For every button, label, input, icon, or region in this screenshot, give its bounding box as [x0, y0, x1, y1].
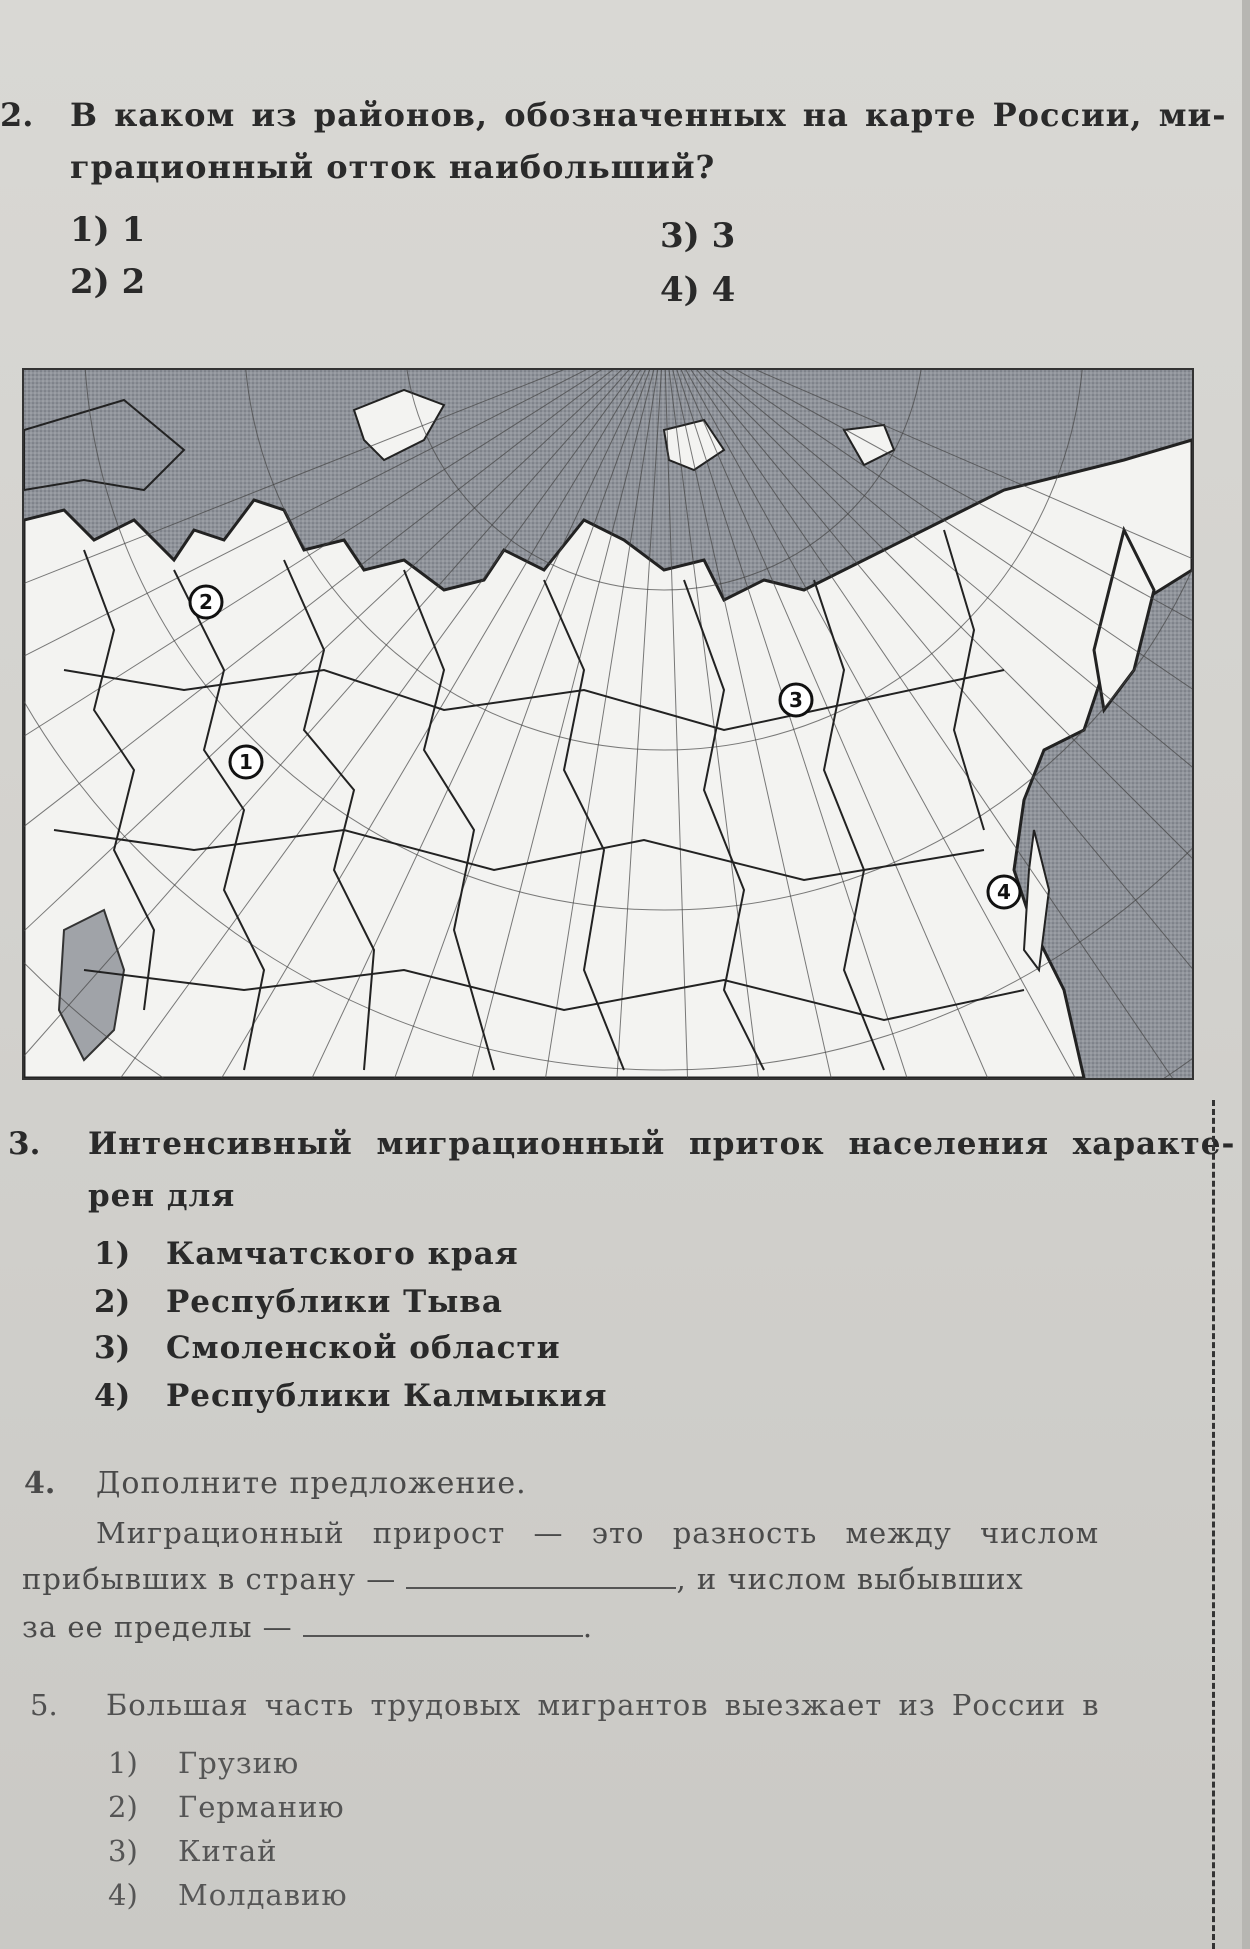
cut-line	[1212, 1100, 1215, 1949]
question-5-line-1: Большая часть трудовых мигрантов выезжает из России в	[106, 1688, 1100, 1722]
map-marker-label: 1	[239, 750, 253, 774]
map-marker-label: 2	[199, 590, 213, 614]
question-4-line-3-end: .	[582, 1610, 594, 1644]
question-2-option-2[interactable]: 2) 2	[70, 262, 146, 302]
question-3-option-4[interactable]: Республики Калмыкия	[166, 1378, 608, 1414]
question-3-option-4-number: 4)	[94, 1378, 131, 1414]
page-edge	[1242, 0, 1250, 1949]
question-4-number: 4.	[24, 1466, 56, 1501]
question-3-option-2-number: 2)	[94, 1284, 131, 1320]
question-4-line-3	[22, 1610, 593, 1644]
question-3-line-2: рен для	[88, 1178, 236, 1214]
russia-map-figure	[24, 370, 1192, 1078]
map-marker-4[interactable]	[988, 876, 1020, 908]
question-4-line-3-start: за ее пределы —	[22, 1610, 293, 1644]
question-2-option-3[interactable]: 3) 3	[660, 216, 736, 256]
question-3-option-2[interactable]: Республики Тыва	[166, 1284, 503, 1320]
map-marker-label: 4	[997, 880, 1011, 904]
question-3-number: 3.	[8, 1126, 41, 1162]
question-5-option-1-number: 1)	[108, 1746, 138, 1780]
answer-blank-2[interactable]	[303, 1629, 583, 1637]
land-area	[24, 440, 1192, 1078]
question-2-number: 2.	[0, 96, 34, 134]
question-5-option-1[interactable]: Грузию	[178, 1746, 300, 1780]
question-2-line-1: В каком из районов, обозначенных на карте России, ми-	[70, 96, 1227, 134]
question-4-line-2	[22, 1562, 1024, 1596]
answer-blank-1[interactable]	[406, 1581, 676, 1589]
question-3-option-1-number: 1)	[94, 1236, 131, 1272]
question-4-line-2-end: , и числом выбывших	[676, 1562, 1024, 1596]
question-2-option-1[interactable]: 1) 1	[70, 210, 146, 250]
question-4-line-1: Миграционный прирост — это разность между числом	[96, 1516, 1100, 1550]
map-marker-2[interactable]	[190, 586, 222, 618]
question-5-option-4-number: 4)	[108, 1878, 138, 1912]
question-3-option-3-number: 3)	[94, 1330, 131, 1366]
question-5-option-2-number: 2)	[108, 1790, 138, 1824]
question-5-option-3[interactable]: Китай	[178, 1834, 278, 1868]
question-3-line-1: Интенсивный миграционный приток населения характе-	[88, 1126, 1236, 1162]
question-4-prompt: Дополните предложение.	[96, 1466, 527, 1501]
question-5-number: 5.	[30, 1688, 58, 1722]
russia-map	[22, 368, 1194, 1080]
question-5-option-4[interactable]: Молдавию	[178, 1878, 348, 1912]
question-3-option-3[interactable]: Смоленской области	[166, 1330, 561, 1366]
question-4-line-2-start: прибывших в страну —	[22, 1562, 397, 1596]
question-2-line-2: грационный отток наибольший?	[70, 148, 716, 186]
question-3-option-1[interactable]: Камчатского края	[166, 1236, 519, 1272]
question-2-option-4[interactable]: 4) 4	[660, 270, 736, 310]
question-5-option-3-number: 3)	[108, 1834, 138, 1868]
map-marker-3[interactable]	[780, 684, 812, 716]
map-marker-label: 3	[789, 688, 803, 712]
question-5-option-2[interactable]: Германию	[178, 1790, 345, 1824]
map-marker-1[interactable]	[230, 746, 262, 778]
